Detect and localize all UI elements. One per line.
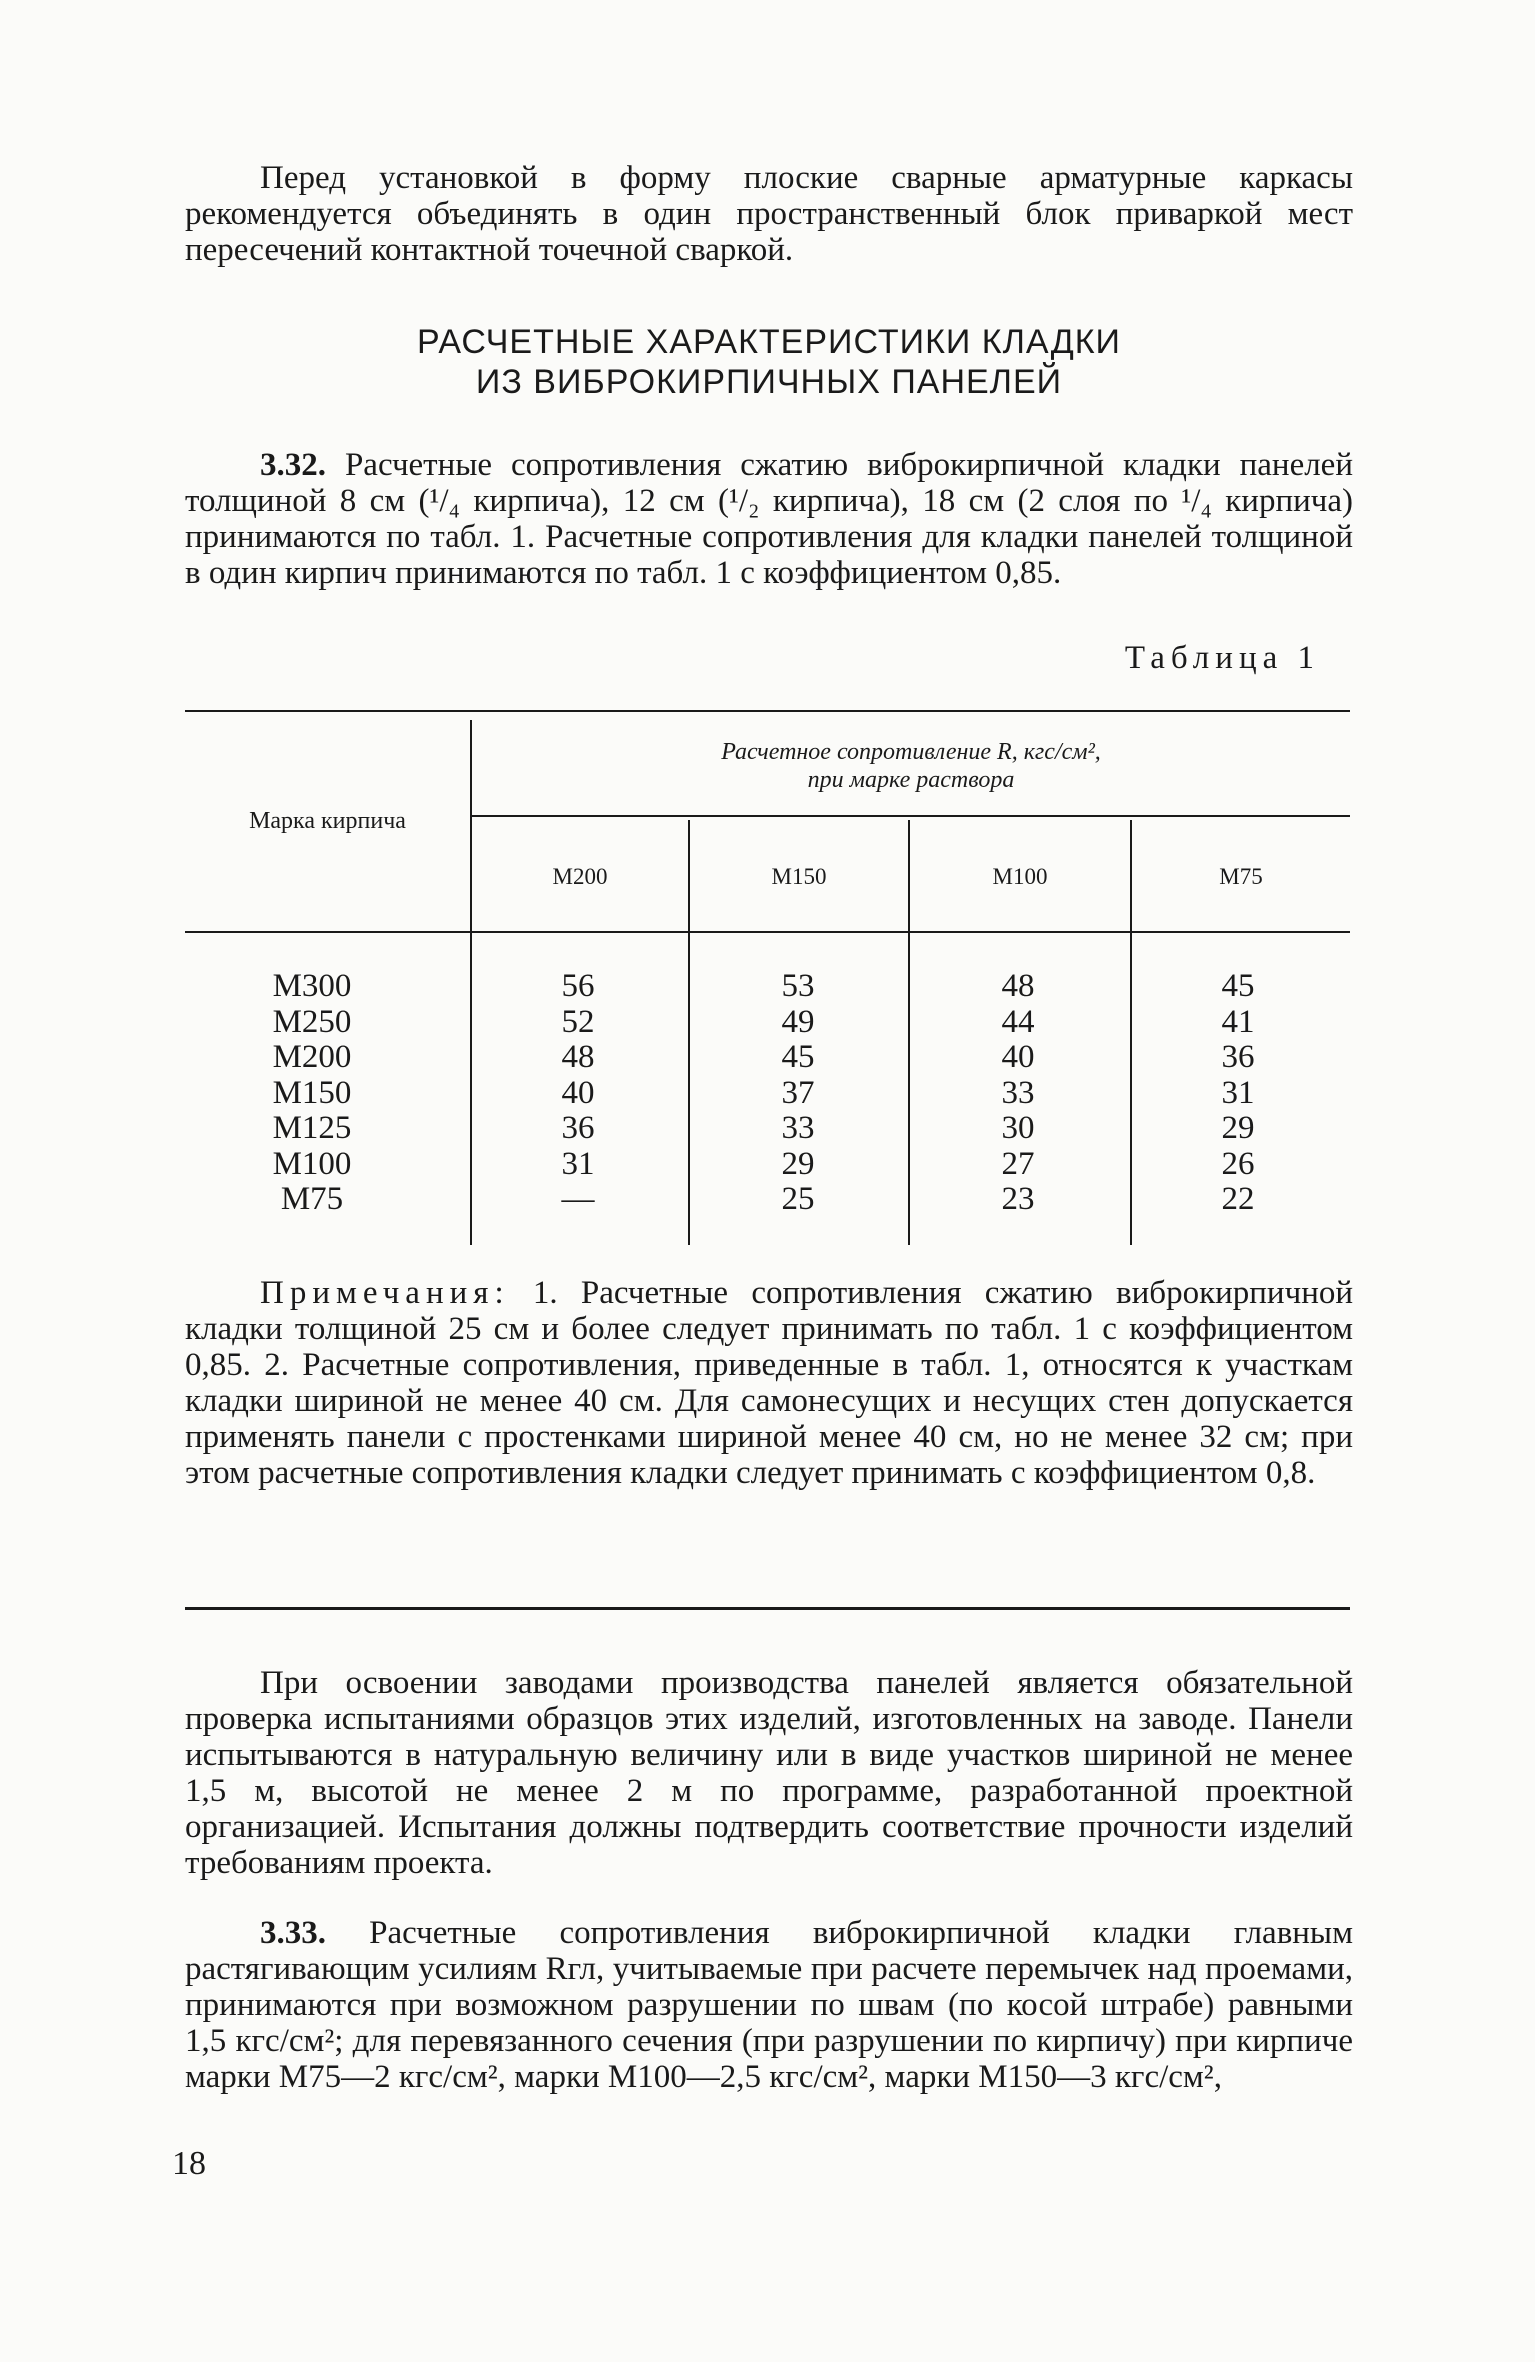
table-cell: 48 (561, 1039, 595, 1075)
clause-3-33 (185, 1915, 1353, 2095)
table-cell: 40 (1001, 1039, 1035, 1075)
notes-label: Примечания: (260, 1275, 510, 1311)
value-column-m200 (488, 969, 668, 1218)
table-cell: 48 (1001, 968, 1035, 1004)
table-cell: 36 (561, 1110, 595, 1146)
table-cell: М250 (272, 1003, 352, 1040)
column-header-m100: М100 (992, 864, 1048, 889)
table-notes (185, 1275, 1353, 1491)
table-cell: М75 (280, 1181, 344, 1217)
column-divider (470, 720, 472, 1245)
column-header-m200: М200 (552, 864, 608, 889)
table-cell: 27 (1001, 1145, 1035, 1182)
table-cell: — (561, 1181, 595, 1217)
brick-grade-column (222, 969, 402, 1218)
table-cell: 45 (781, 1039, 815, 1075)
clause-number: 3.33. (260, 1915, 326, 1951)
table-cell: М125 (272, 1110, 352, 1146)
table-cell: 49 (781, 1003, 815, 1040)
table-cell: 41 (1221, 1003, 1255, 1040)
intro-paragraph: Перед установкой в форму плоские сварные арматурные каркасы рекомендуется объединять в один пространственный блок приваркой мест пересечений контактной точечной сваркой. (185, 160, 1353, 268)
table-cell: 31 (1221, 1074, 1255, 1111)
table-header-rule (185, 931, 1350, 933)
table-cell: 33 (1001, 1074, 1035, 1111)
table-cell: 26 (1221, 1145, 1255, 1182)
group-header-line2: при марке раствора (807, 767, 1015, 793)
testing-paragraph: При освоении заводами производства панелей является обязательной проверка испытаниями образцов этих изделий, изготовленных на заводе. Панели испытываются в натуральную величину или в виде участков шириной не менее 1,5 м, высотой не менее 2 м по программе, разработанной проектной организацией. Испытания должны подтвердить соответствие прочности изделий требованиям проекта. (185, 1665, 1353, 1881)
group-header-line1: Расчетное сопротивление R, кгс/см², (721, 739, 1101, 765)
group-header (472, 738, 1350, 794)
value-column-m75 (1148, 969, 1328, 1218)
table-cell: 31 (561, 1145, 595, 1182)
table-cell: М200 (272, 1039, 352, 1075)
table-cell: 30 (1001, 1110, 1035, 1146)
table-cell: М100 (272, 1145, 352, 1182)
table-caption: Таблица 1 (1124, 640, 1320, 676)
table-cell: 53 (781, 968, 815, 1004)
column-header-m150: М150 (771, 864, 827, 889)
table-cell: 22 (1221, 1181, 1255, 1217)
table-cell: 52 (561, 1003, 595, 1040)
table-cell: 29 (781, 1145, 815, 1182)
table-cell: 40 (561, 1074, 595, 1111)
notes-text: 1. Расчетные сопротивления сжатию виброкирпичной кладки толщиной 25 см и более следует принимать по табл. 1 с коэффициентом 0,85. 2. Расчетные сопротивления, приведенные в табл. 1, относятся к участкам кладки шириной не менее 40 см. Для самонесущих и несущих стен допускается применять панели с простенками шириной менее 40 см, но не менее 32 см; при этом расчетные сопротивления кладки следует принимать с коэффициентом 0,8. (185, 1275, 1354, 1491)
table-cell: 25 (781, 1181, 815, 1217)
column-header-m75: М75 (1219, 864, 1263, 889)
table-cell: 56 (561, 968, 595, 1004)
table-cell: 44 (1001, 1003, 1035, 1040)
clause-number: 3.32. (260, 447, 326, 483)
section-title-line1: РАСЧЕТНЫЕ ХАРАКТЕРИСТИКИ КЛАДКИ (417, 323, 1121, 361)
clause-3-32 (185, 447, 1353, 591)
table-cell: 37 (781, 1074, 815, 1111)
page-number: 18 (172, 2145, 206, 2182)
table-cell: 33 (781, 1110, 815, 1146)
table-cell: 29 (1221, 1110, 1255, 1146)
section-title-line2: ИЗ ВИБРОКИРПИЧНЫХ ПАНЕЛЕЙ (475, 363, 1063, 401)
table-cell: 23 (1001, 1181, 1035, 1217)
table-cell: М300 (272, 968, 352, 1004)
table-cell: 45 (1221, 968, 1255, 1004)
row-header: Марка кирпича (249, 808, 406, 834)
value-column-m150 (708, 969, 888, 1218)
table-cell: 36 (1221, 1039, 1255, 1075)
table-cell: М150 (272, 1074, 352, 1111)
section-title (185, 322, 1353, 402)
clause-text: Расчетные сопротивления виброкирпичной кладки главным растягивающим усилиям Rгл, учитываемые при расчете перемычек над проемами, принимаются при возможном разрушении по швам (по косой штрабе) равными 1,5 кгс/см²; для перевязанного сечения (при разрушении по кирпичу) при кирпиче марки М75—2 кгс/см², марки М100—2,5 кгс/см², марки М150—3 кгс/см², (185, 1915, 1353, 2095)
clause-text: Расчетные сопротивления сжатию виброкирпичной кладки панелей толщиной 8 см (¹/₄ кирпича), 12 см (¹/₂ кирпича), 18 см (2 слоя по ¹/₄ кирпича) принимаются по табл. 1. Расчетные сопротивления для кладки панелей толщиной в один кирпич принимаются по табл. 1 с коэффициентом 0,85. (185, 447, 1353, 591)
table-top-rule (185, 710, 1350, 712)
group-header-rule (470, 815, 1350, 817)
value-column-m100 (928, 969, 1108, 1218)
section-divider (185, 1607, 1350, 1610)
